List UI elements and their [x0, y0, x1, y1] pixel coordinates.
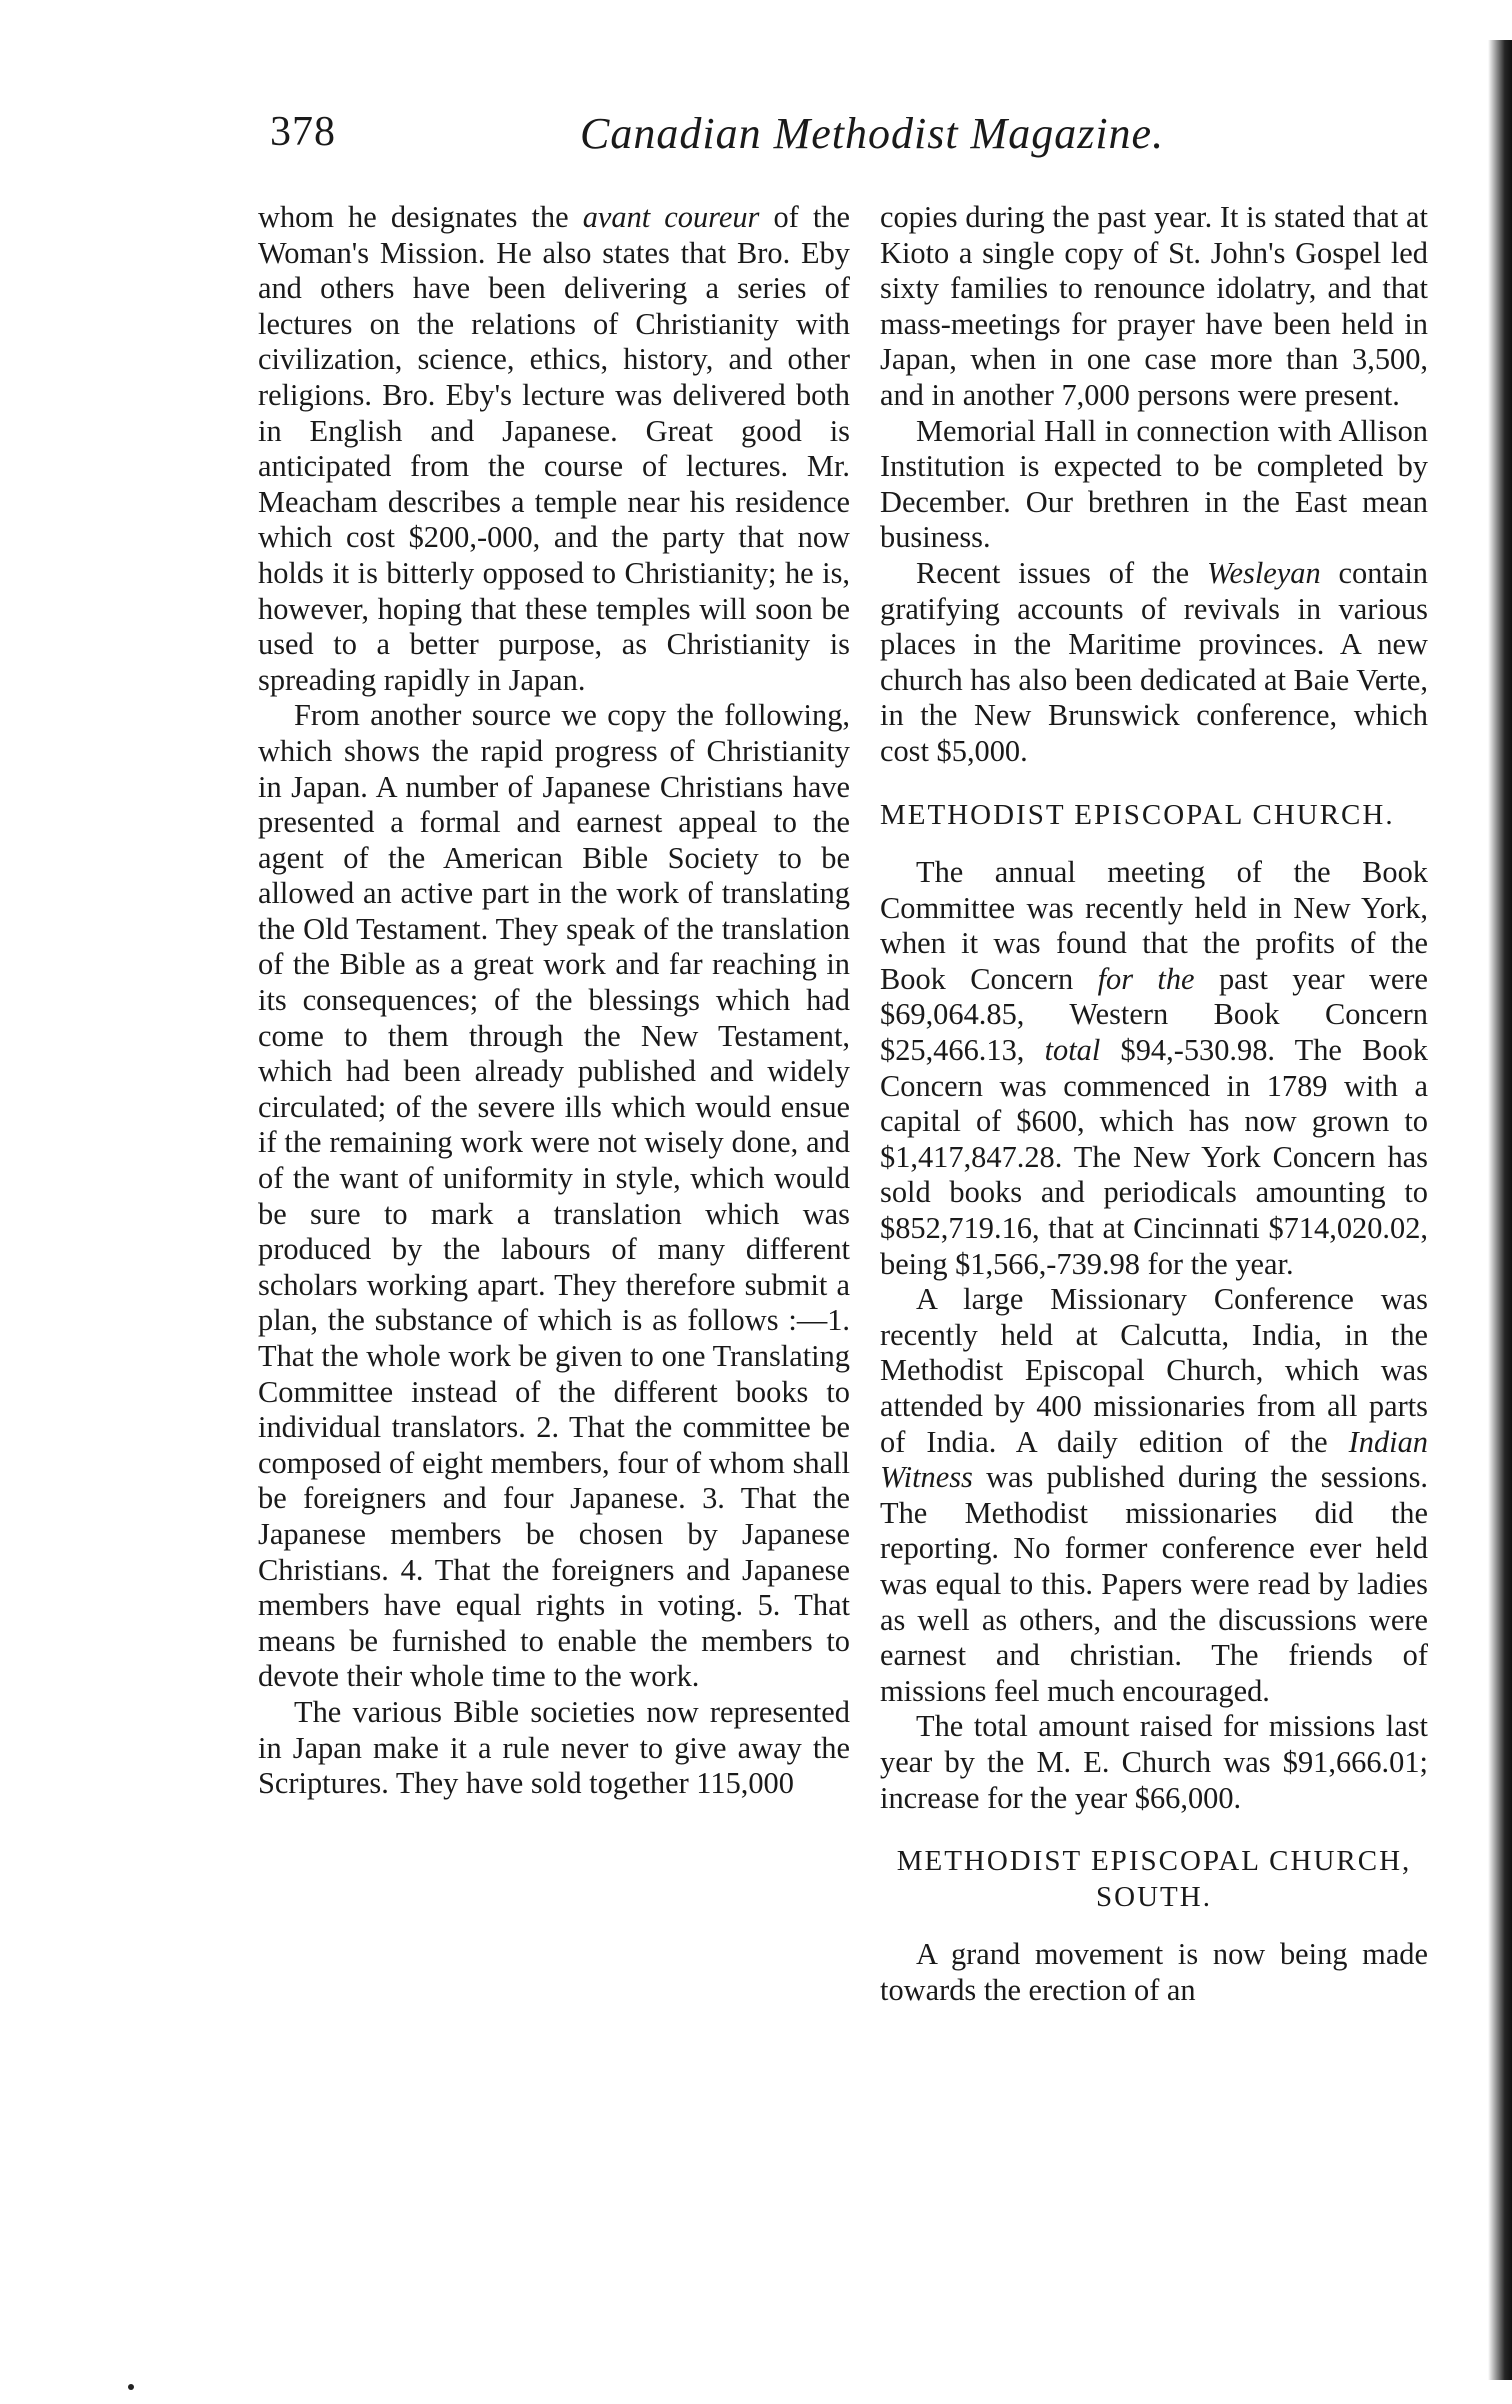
paragraph: The various Bible societies now represented in Japan make it a rule never to give away the Scriptures. They have sold together 115,000: [258, 1694, 850, 1801]
italic-text: for the: [1097, 961, 1195, 996]
paragraph: Memorial Hall in connection with Allison Institution is expected to be completed by December. Our brethren in the East mean business.: [880, 413, 1428, 555]
section-heading: METHODIST EPISCOPAL CHURCH, SOUTH.: [896, 1845, 1412, 1913]
text-run: whom he designates the: [258, 200, 583, 234]
italic-text: total: [1044, 1033, 1101, 1068]
text-run: The annual meeting of the Book Committee was recently held in New York, when it was found that the profits of the Book Concern: [880, 855, 1428, 996]
section-heading: METHODIST EPISCOPAL CHURCH.: [880, 798, 1395, 831]
text-run: past year were $69,064.85, Western Book Concern $25,466.13,: [880, 961, 1428, 1068]
text-run: A large Missionary Conference was recently held at Calcutta, India, in the Methodist Episcopal Church, which was attended by 400 missionaries from all parts of India. A daily edition of the: [880, 1282, 1428, 1459]
right-column: [880, 200, 1428, 2009]
text-run: of the Woman's Mission. He also states that Bro. Eby and others have been delivering a series of lectures on the relations of Christianity with civilization, science, ethics, history, and other religions. Bro. Eby's lecture was delivered both in English and Japanese. Great good is anticipated from the course of lectures. Mr. Meacham describes a temple near his residence which cost $200,-000, and the party that now holds it is bitterly opposed to Christianity; he is, however, hoping that these temples will soon be used to a better purpose, as Christianity is spreading rapidly in Japan.: [258, 200, 850, 697]
paragraph: From another source we copy the following, which shows the rapid progress of Christianity in Japan. A number of Japanese Christians have presented a formal and earnest appeal to the agent of the American Bible Society to be allowed an active part in the work of translating the Old Testament. They speak of the translation of the Bible as a great work and far reaching in its consequences; of the blessings which had come to them through the New Testament, which had been already published and widely circulated; of the severe ills which would ensue if the remaining work were not wisely done, and of the want of uniformity in style, which would be sure to mark a translation which was produced by the labours of many different scholars working apart. They therefore submit a plan, the substance of which is as follows :—1. That the whole work be given to one Translating Committee instead of the different books to individual translators. 2. That the committee be composed of eight members, four of whom shall be foreigners and four Japanese. 3. That the Japanese members be chosen by Japanese Christians. 4. That the foreigners and Japanese members have equal rights in voting. 5. That means be furnished to enable the members to devote their whole time to the work.: [258, 698, 850, 1694]
text-run: $94,-530.98. The Book Concern was commenced in 1789 with a capital of $600, which has now grown to $1,417,847.28. The New York Concern has sold books and periodicals amounting to $852,719.16, that at Cincinnati $714,020.02, being $1,566,-739.98 for the year.: [880, 1033, 1428, 1281]
paragraph: copies during the past year. It is stated that at Kioto a single copy of St. John's Gospel led sixty families to renounce idolatry, and that mass-meetings for prayer have been held in Japan, when in one case more than 3,500, and in another 7,000 persons were present.: [880, 200, 1428, 412]
paragraph: [258, 200, 850, 698]
scan-border-shadow: [1488, 40, 1512, 2380]
page-number: 378: [270, 109, 336, 155]
italic-text: avant coureur: [582, 200, 760, 234]
scan-speck: [128, 2384, 134, 2390]
text-run: was published during the sessions. The Methodist missionaries did the reporting. No former conference ever held was equal to this. Papers were read by ladies as well as others, and the discussions were earnest and christian. The friends of missions feel much encouraged.: [880, 1460, 1428, 1708]
left-column: [258, 200, 850, 1802]
paragraph: [880, 855, 1428, 1282]
italic-text: Indian Witness: [880, 1424, 1428, 1495]
paragraph: A grand movement is now being made towards the erection of an: [880, 1937, 1428, 2007]
page-header: [270, 108, 1210, 168]
paragraph: [880, 1282, 1428, 1709]
running-title: Canadian Methodist Magazine.: [580, 109, 1165, 158]
paragraph: The total amount raised for missions last year by the M. E. Church was $91,666.01; increase for the year $66,000.: [880, 1709, 1428, 1815]
text-run: Recent issues of the: [916, 555, 1207, 590]
paragraph: [880, 556, 1428, 770]
text-run: contain gratifying accounts of revivals in various places in the Maritime provinces. A new church has also been dedicated at Baie Verte, in the New Brunswick conference, which cost $5,000.: [880, 555, 1428, 768]
italic-text: Wesleyan: [1206, 555, 1321, 590]
